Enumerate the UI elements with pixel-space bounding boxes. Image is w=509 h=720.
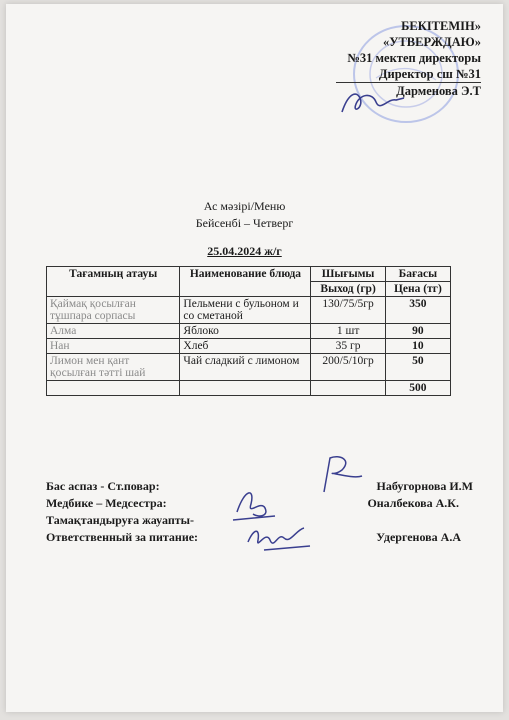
- dish-name-ru: Яблоко: [180, 324, 311, 339]
- approval-line-4: Директор сш №31: [378, 67, 481, 81]
- table-total-row: [47, 381, 451, 396]
- cook-label: Бас аспаз - Ст.повар:: [46, 479, 160, 493]
- responsible-label-ru: Ответственный за питание:: [46, 530, 199, 544]
- responsible-signature: [244, 520, 319, 554]
- dish-price: 90: [385, 324, 450, 339]
- header-yield-kz: Шығымы: [311, 267, 385, 282]
- header-price-ru: Цена (тг): [385, 282, 450, 297]
- dish-price: 50: [385, 354, 450, 381]
- table-header-row: [47, 267, 451, 282]
- nurse-signature: [231, 482, 281, 524]
- cook-signature: [306, 452, 366, 494]
- dish-price: 10: [385, 339, 450, 354]
- header-name-kz: Тағамның атауы: [47, 267, 180, 297]
- dish-name-kz: Қаймақ қосылған тұшпара сорпасы: [47, 297, 180, 324]
- dish-yield: 130/75/5гр: [311, 297, 385, 324]
- nurse-name: Оналбекова А.К.: [367, 496, 459, 510]
- header-price-kz: Бағасы: [385, 267, 450, 282]
- total-empty-cell: [47, 381, 180, 396]
- dish-name-kz: Алма: [47, 324, 180, 339]
- approval-line-3: №31 мектеп директоры: [347, 51, 481, 65]
- responsible-label-kz: Тамақтандыруға жауапты-: [46, 513, 195, 527]
- total-empty-cell: [311, 381, 385, 396]
- menu-title: Ас мәзірі/Меню: [203, 199, 286, 213]
- total-empty-cell: [180, 381, 311, 396]
- dish-name-kz: Нан: [47, 339, 180, 354]
- dish-yield: 1 шт: [311, 324, 385, 339]
- nurse-label: Медбике – Медсестра:: [46, 496, 167, 510]
- approval-line-5: Дарменова Э.Т: [336, 82, 481, 99]
- approval-line-1: БЕКІТЕМІН»: [401, 19, 481, 33]
- day-title: Бейсенбі – Четверг: [195, 216, 294, 230]
- table-row: [47, 297, 451, 324]
- menu-table: [46, 266, 451, 396]
- dish-name-ru: Пельмени с бульоном и со сметаной: [180, 297, 311, 324]
- dish-price: 350: [385, 297, 450, 324]
- document-sheet: [6, 4, 503, 712]
- cook-name: Набугорнова И.М: [376, 479, 473, 493]
- total-price: 500: [385, 381, 450, 396]
- approval-block: [336, 18, 481, 99]
- approval-line-2: «УТВЕРЖДАЮ»: [383, 35, 481, 49]
- header-name-ru: Наименование блюда: [180, 267, 311, 297]
- menu-date: 25.04.2024 ж/г: [207, 244, 282, 258]
- table-row: [47, 354, 451, 381]
- table-row: [47, 339, 451, 354]
- table-row: [47, 324, 451, 339]
- dish-name-kz: Лимон мен қант қосылған тәтті шай: [47, 354, 180, 381]
- dish-yield: 35 гр: [311, 339, 385, 354]
- header-yield-ru: Выход (гр): [311, 282, 385, 297]
- dish-yield: 200/5/10гр: [311, 354, 385, 381]
- dish-name-ru: Чай сладкий с лимоном: [180, 354, 311, 381]
- dish-name-ru: Хлеб: [180, 339, 311, 354]
- responsible-name: Удергенова А.А: [376, 530, 461, 544]
